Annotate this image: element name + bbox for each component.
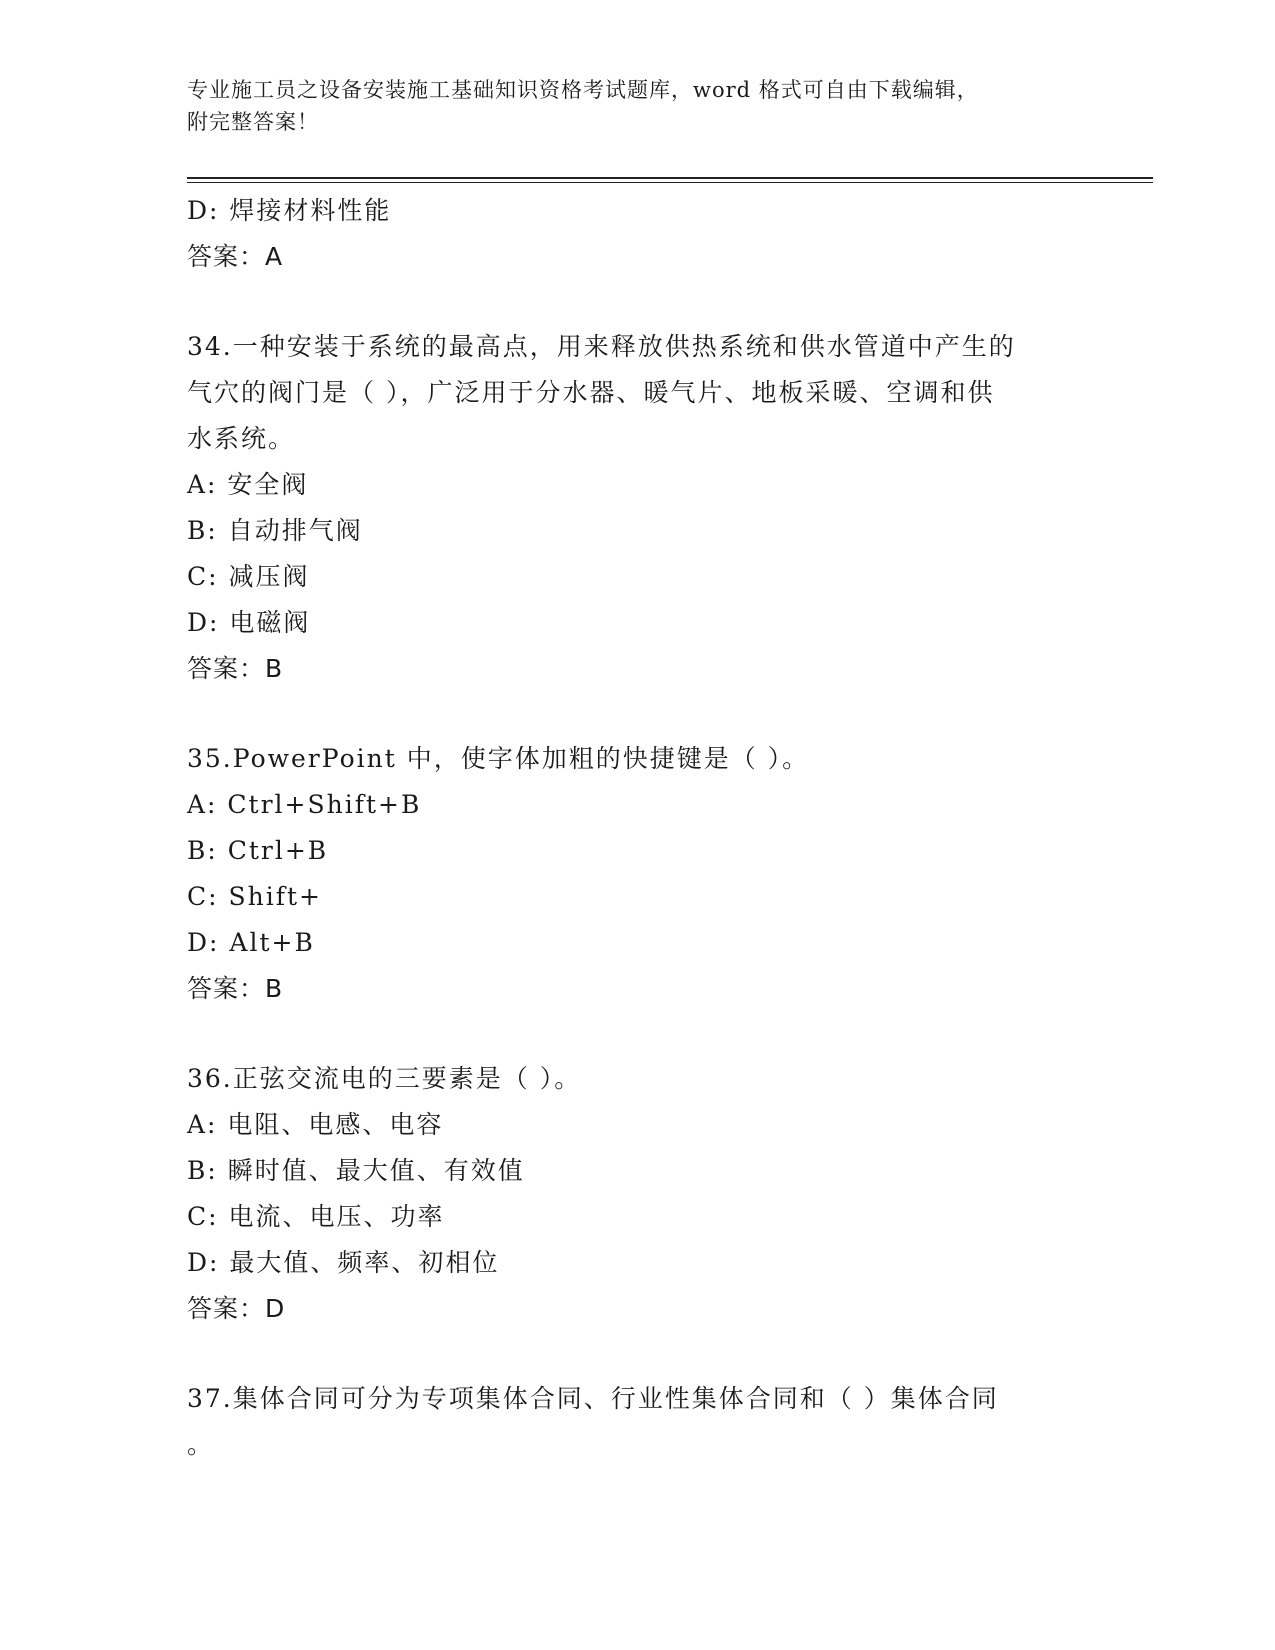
question-stem-line-1: 34.一种安装于系统的最高点，用来释放供热系统和供水管道中产生的 — [187, 332, 1016, 361]
option-d: D: Alt+B — [187, 928, 315, 957]
answer: 答案：B — [187, 654, 284, 683]
answer: 答案：D — [187, 1294, 286, 1323]
question-33 — [187, 188, 1087, 280]
header-line-2: 附完整答案！ — [187, 110, 319, 134]
question-stem-line-1: 37.集体合同可分为专项集体合同、行业性集体合同和（ ）集体合同 — [187, 1384, 999, 1413]
header-divider-thin — [187, 182, 1153, 183]
option-b: B: Ctrl+B — [187, 836, 329, 865]
option-c: C: 减压阀 — [187, 562, 310, 591]
option-a: A: Ctrl+Shift+B — [187, 790, 422, 819]
option-a: A: 电阻、电感、电容 — [187, 1110, 444, 1139]
question-35 — [187, 736, 1087, 1012]
answer: 答案：B — [187, 974, 284, 1003]
question-37 — [187, 1376, 1087, 1468]
question-36 — [187, 1056, 1087, 1332]
option-c: C: Shift+ — [187, 882, 322, 911]
option-d: D: 最大值、频率、初相位 — [187, 1248, 500, 1277]
question-stem-line-3: 水系统。 — [187, 424, 296, 453]
option-d: D: 焊接材料性能 — [187, 196, 392, 225]
answer: 答案：A — [187, 242, 284, 271]
question-stem: 35.PowerPoint 中，使字体加粗的快捷键是（ ）。 — [187, 744, 810, 773]
question-34 — [187, 324, 1087, 692]
option-b: B: 瞬时值、最大值、有效值 — [187, 1156, 525, 1185]
option-a: A: 安全阀 — [187, 470, 309, 499]
question-stem-line-2: 。 — [187, 1430, 215, 1459]
question-stem-line-2: 气穴的阀门是（ ），广泛用于分水器、暖气片、地板采暖、空调和供 — [187, 378, 995, 407]
document-header — [187, 74, 1067, 138]
header-line-1: 专业施工员之设备安装施工基础知识资格考试题库，word 格式可自由下载编辑， — [187, 78, 979, 102]
header-divider-thick — [187, 177, 1153, 179]
option-b: B: 自动排气阀 — [187, 516, 363, 545]
question-list — [187, 188, 1087, 1468]
question-stem: 36.正弦交流电的三要素是（ ）。 — [187, 1064, 582, 1093]
option-c: C: 电流、电压、功率 — [187, 1202, 445, 1231]
option-d: D: 电磁阀 — [187, 608, 311, 637]
